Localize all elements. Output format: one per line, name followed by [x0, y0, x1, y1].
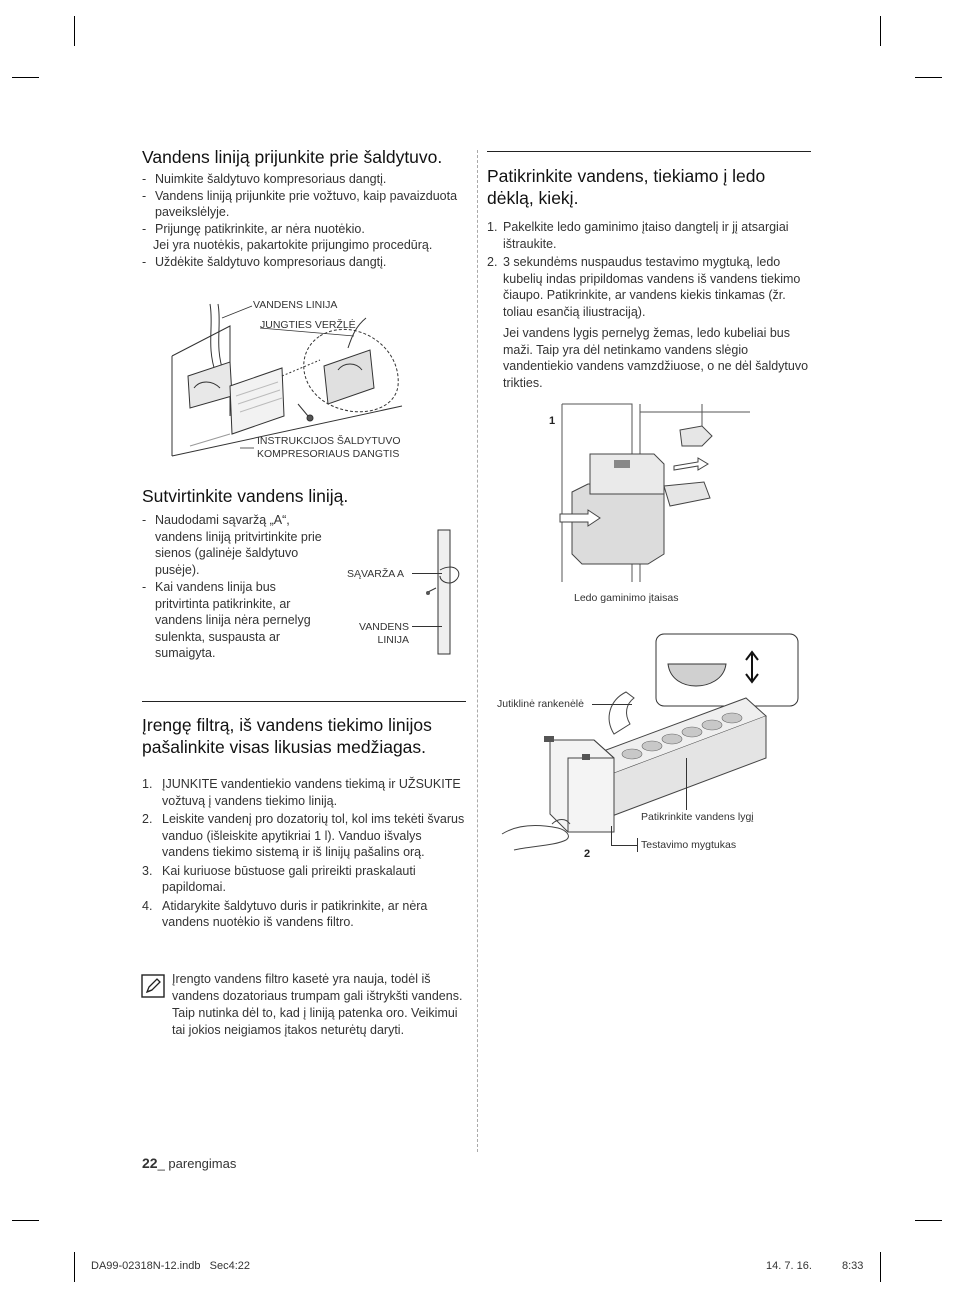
crop-mark — [74, 1252, 75, 1282]
section-divider — [487, 151, 811, 152]
note-text: Įrengto vandens filtro kasetė yra nauja, todėl iš vandens dozatoriaus trumpam gali ištrykšti vandens. Taip nutinka dėl to, kad į liniją patenka oro. Veikimui tai jokios neigiamos įtakos neturėtų daryti. — [172, 972, 463, 1037]
list-item: 3. Kai kuriuose būstuose gali prireikti praskalauti papildomai. — [142, 863, 416, 894]
flush-steps — [142, 776, 466, 933]
label-clamp: SĄVARŽA A — [347, 568, 404, 580]
section-divider — [142, 701, 466, 702]
note-icon — [141, 974, 165, 998]
crop-mark — [74, 16, 75, 46]
leader-line — [592, 704, 632, 705]
secure-steps — [142, 512, 330, 662]
crop-mark — [880, 16, 881, 46]
column-separator — [477, 150, 478, 1152]
list-item: - Prijungę patikrinkite, ar nėra nuotėkio. Jei yra nuotėkis, pakartokite prijungimo procedūrą. — [142, 221, 468, 254]
leader-line — [611, 845, 637, 846]
ice-maker-illustration — [552, 402, 752, 584]
crop-mark — [915, 77, 942, 78]
print-time: 8:33 — [842, 1260, 864, 1272]
label-cover-line2: KOMPRESORIAUS DANGTIS — [257, 448, 400, 460]
list-item: 2. Leiskite vandenį pro dozatorių tol, kol ims tekėti švarus vanduo (išleiskite apytikriai 1 l). Vanduo išvalys vandens tiekimo sistemą ir iš linijų pašalins orą. — [142, 812, 465, 859]
label-sensor-handle: Jutiklinė rankenėlė — [497, 698, 584, 710]
list-item: 1. ĮJUNKITE vandentiekio vandens tiekimą ir UŽSUKITE vožtuvą į vandens tiekimo liniją. — [142, 777, 461, 808]
list-item: 4. Atidarykite šaldytuvo duris ir patikrinkite, ar nėra vandens nuotėkio iš vandens filtro. — [142, 898, 428, 929]
list-item: 1. Pakelkite ledo gaminimo įtaiso dangtelį ir jį atsargiai ištraukite. — [487, 220, 789, 251]
list-item: - Kai vandens linija bus pritvirtinta patikrinkite, ar vandens linija nėra pernelyg sulenkta, suspausta ar sumaigyta. — [142, 579, 330, 662]
fig-number-1: 1 — [549, 415, 556, 427]
label-water-line: VANDENS LINIJA — [253, 299, 338, 311]
print-date: 14. 7. 16. — [766, 1260, 812, 1272]
ice-maker-caption: Ledo gaminimo įtaisas — [574, 592, 679, 604]
list-item: - Vandens liniją prijunkite prie vožtuvo, kaip pavaizduota paveikslėlyje. — [142, 188, 468, 221]
section-title-icetray: Patikrinkite vandens, tiekiamo į ledo dėklą, kiekį. — [487, 166, 766, 208]
label-check-level: Patikrinkite vandens lygį — [641, 811, 754, 823]
leader-line — [611, 826, 612, 846]
crop-mark — [12, 1220, 39, 1221]
connect-steps — [142, 171, 468, 270]
leader-line — [686, 758, 687, 810]
label-nut: JUNGTIES VERŽLĖ — [260, 319, 356, 331]
crop-mark — [12, 77, 39, 78]
leader-line — [412, 573, 442, 574]
label-line-1: VANDENS — [359, 621, 409, 633]
fig-number-2: 2 — [584, 848, 591, 860]
list-item: - Nuimkite šaldytuvo kompresoriaus dangtį. — [142, 171, 468, 188]
file-info: DA99-02318N-12.indb Sec4:22 — [91, 1260, 250, 1272]
clamp-illustration — [408, 526, 474, 658]
low-water-paragraph: Jei vandens lygis pernelyg žemas, ledo kubeliai bus maži. Taip yra dėl netinkamo vandens slėgio vandentiekio vandens vamzdžiuose, o ne dėl šaldytuvo trikties. — [503, 326, 809, 390]
ice-tray-illustration — [496, 628, 804, 860]
list-item: - Naudodami sąvaržą „A“, vandens liniją pritvirtinkite prie sienos (galinėje šaldytuvo pusėje). — [142, 512, 330, 578]
crop-mark — [880, 1252, 881, 1282]
leader-line — [637, 838, 638, 852]
page-number: 22_ parengimas — [142, 1155, 237, 1171]
section-title-connect: Vandens liniją prijunkite prie šaldytuvo. — [142, 147, 443, 167]
label-cover-line1: INSTRUKCIJOS ŠALDYTUVO — [257, 435, 401, 447]
crop-mark — [915, 1220, 942, 1221]
section-title-secure: Sutvirtinkite vandens liniją. — [142, 486, 349, 506]
list-item: - Uždėkite šaldytuvo kompresoriaus dangtį. — [142, 254, 468, 271]
list-item: 2. 3 sekundėms nuspaudus testavimo mygtuką, ledo kubelių indas pripildomas vandens iš vandens tiekimo čiaupo. Patikrinkite, ar vandens kiekis tinkamas (žr. toliau esančią iliustraciją). — [487, 255, 801, 319]
icetray-steps — [487, 219, 811, 322]
label-line-2: LINIJA — [377, 634, 409, 646]
label-test-button: Testavimo mygtukas — [641, 839, 737, 851]
section-title-flush: Įrengę filtrą, iš vandens tiekimo linijos pašalinkite visas likusias medžiagas. — [142, 715, 432, 757]
leader-line — [412, 626, 442, 627]
